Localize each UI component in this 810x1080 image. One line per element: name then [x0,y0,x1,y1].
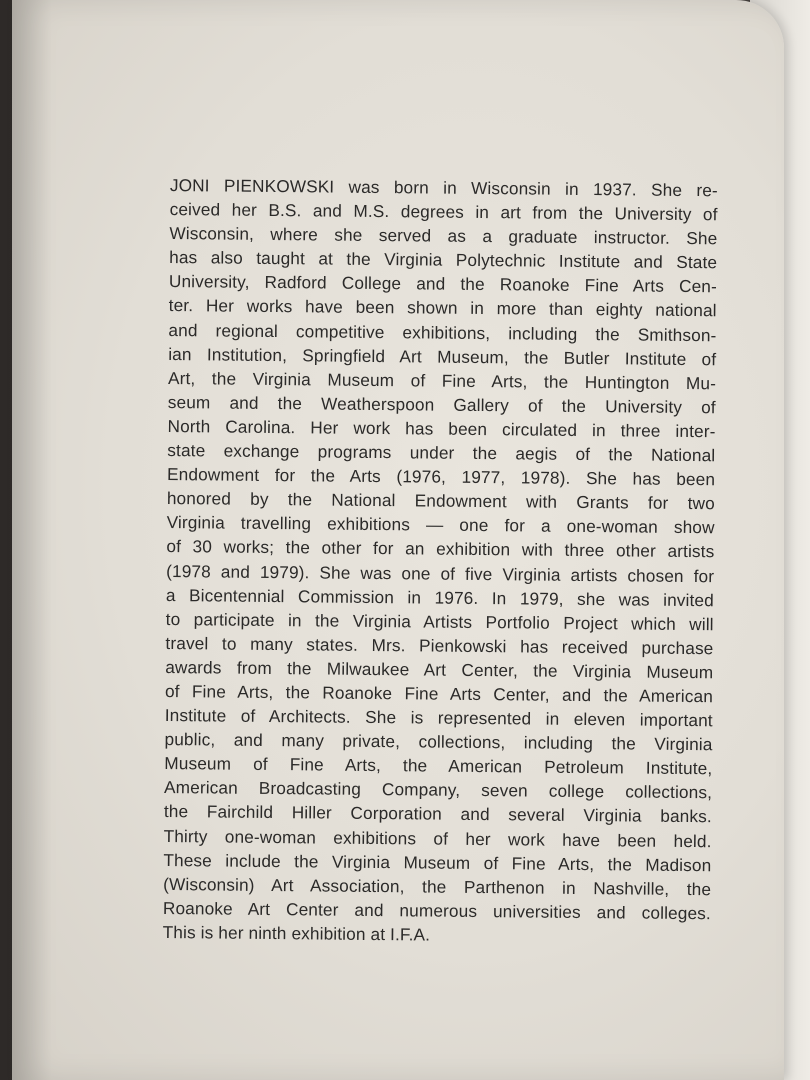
bio-line: of Fine Arts, the Roanoke Fine Arts Center, and the American [164,680,714,707]
bio-line: Wisconsin, where she served as a graduate instructor. She [169,223,718,249]
bio-line: (1978 and 1979). She was one of five Virginia artists chosen for [166,560,715,586]
bio-line: (Wisconsin) Art Association, the Parthenon in Nashville, the [163,873,712,899]
printed-page [12,0,784,1080]
bio-line: and regional competitive exhibitions, including the Smithson- [168,319,717,345]
bio-line: Museum of Fine Arts, the American Petroleum Institute, [164,753,713,779]
bio-line: These include the Virginia Museum of Fine Arts, the Madison [163,849,712,875]
bio-line: Thirty one-woman exhibitions of her work have been held. [163,825,712,851]
bio-line: has also taught at the Virginia Polytechnic Institute and State [169,247,718,273]
bio-line: Virginia travelling exhibitions — one for a one-woman show [166,512,715,538]
bio-line: of 30 works; the other for an exhibition with three other artists [166,536,715,562]
bio-line: to participate in the Virginia Artists Portfolio Project which will [165,608,714,634]
bio-line: Endowment for the Arts (1976, 1977, 1978). She has been [167,464,716,490]
bio-line: This is her ninth exhibition at I.F.A. [162,921,431,945]
bio-line: awards from the Milwaukee Art Center, the Virginia Museum [165,656,714,683]
bio-line: public, and many private, collections, including the Virginia [164,729,713,755]
bio-line: seum and the Weatherspoon Gallery of the University of [167,391,716,418]
bio-line: ceived her B.S. and M.S. degrees in art from the University of [169,199,718,225]
bio-line: a Bicentennial Commission in 1976. In 1979, she was invited [165,584,715,610]
bio-line: North Carolina. Her work has been circulated in three inter- [167,415,716,442]
bio-line: Roanoke Art Center and numerous universities and colleges. [162,897,712,924]
bio-line: Art, the Virginia Museum of Fine Arts, the Huntington Mu- [167,367,717,394]
bio-line: the Fairchild Hiller Corporation and several Virginia banks. [163,801,712,827]
artist-biography [163,173,718,949]
bio-line: American Broadcasting Company, seven college collections, [164,777,713,803]
bio-line: ian Institution, Springfield Art Museum, the Butler Institute of [168,343,717,369]
bio-line: University, Radford College and the Roanoke Fine Arts Cen- [168,271,718,297]
bio-line: state exchange programs under the aegis of the National [167,440,716,466]
bio-line: Institute of Architects. She is represented in eleven important [164,705,713,731]
bio-line: travel to many states. Mrs. Pienkowski has received purchase [165,632,714,659]
bio-line: JONI PIENKOWSKI was born in Wisconsin in 1937. She re- [169,174,718,201]
bio-line: ter. Her works have been shown in more than eighty national [168,295,717,321]
bio-line: honored by the National Endowment with Grants for two [166,488,715,514]
